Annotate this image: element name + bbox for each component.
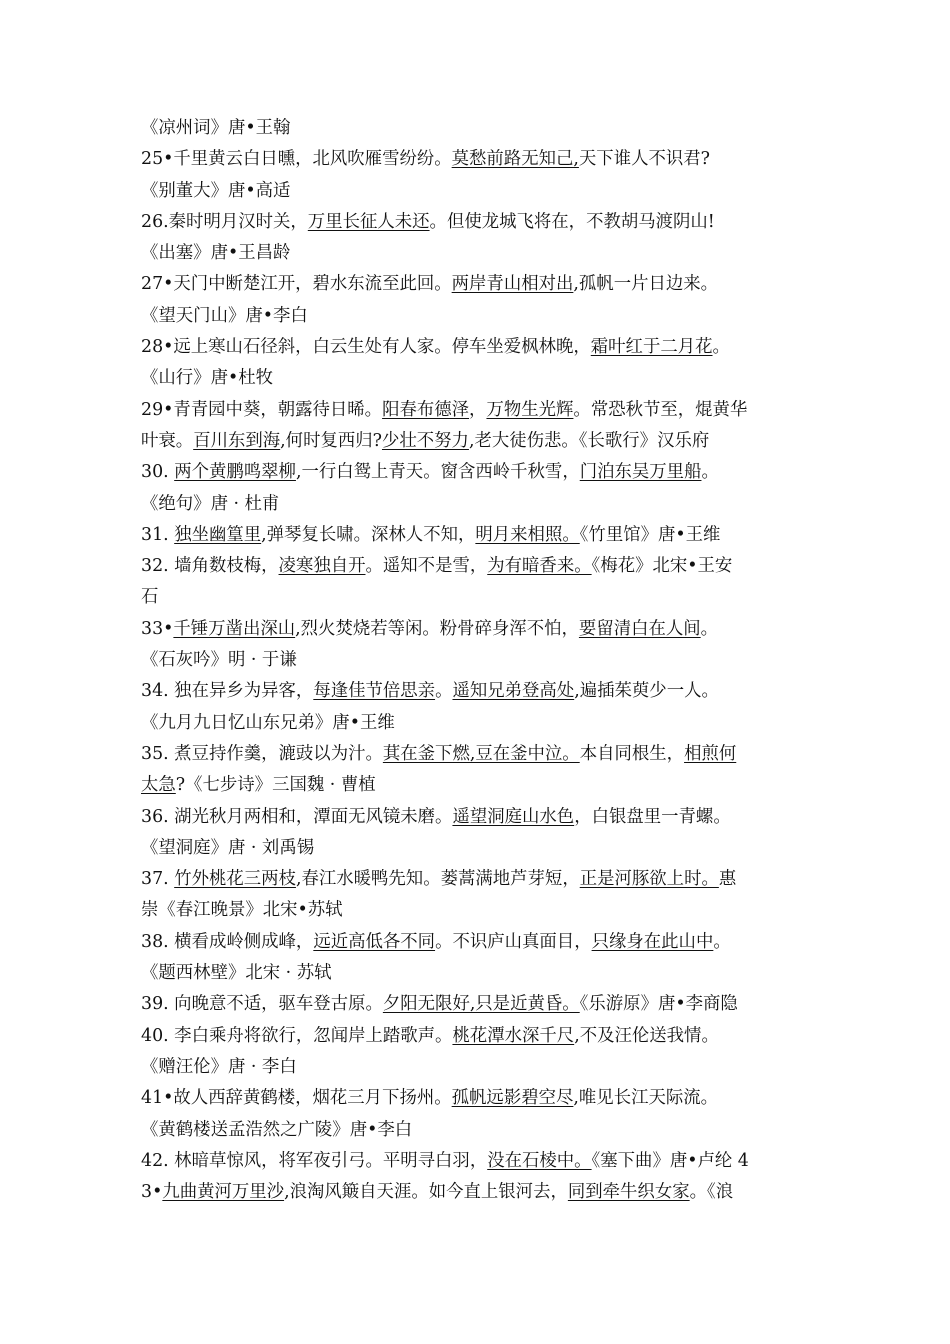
text-segment: 28•远上寒山石径斜，白云生处有人家。停车坐爱枫林晚， (141, 337, 591, 358)
text-line (141, 113, 813, 144)
underlined-segment: 每逢佳节倍思亲 (313, 681, 436, 702)
text-segment: ,烈火焚烧若等闲。粉骨碎身浑不怕， (295, 618, 579, 639)
text-segment: 《赠汪伦》唐 · 李白 (141, 1056, 297, 1077)
underlined-segment: 为有暗香来。 (487, 556, 592, 577)
text-segment: 27•天门中断楚江开，碧水东流至此回。 (141, 274, 452, 295)
text-segment: ,老大徒伤悲。《长歌行》汉乐府 (468, 430, 710, 451)
text-line (141, 395, 813, 426)
underlined-segment: 千锤万凿出深山 (173, 618, 296, 639)
underlined-segment: 门泊东吴万里船 (579, 462, 702, 483)
underlined-segment: 孤帆远影碧空尽 (451, 1088, 574, 1109)
text-segment: ,何时复西归? (280, 430, 382, 451)
underlined-segment: 只缘身在此山中 (591, 931, 714, 952)
text-segment: ,弹琴复长啸。深林人不知， (261, 524, 476, 545)
text-segment: 本自同根生， (579, 743, 685, 764)
text-line (141, 708, 813, 739)
text-segment: 《题西林壁》北宋 · 苏轼 (141, 963, 332, 984)
text-line (141, 802, 813, 833)
text-line (141, 927, 813, 958)
text-segment: ， (469, 399, 487, 420)
text-segment: 40. 李白乘舟将欲行，忽闻岸上踏歌声。 (141, 1025, 453, 1046)
text-segment: ,孤帆一片日边来。 (573, 274, 719, 295)
underlined-segment: 同到牵牛织女家 (567, 1182, 690, 1203)
text-segment: 叶衰。 (141, 430, 194, 451)
text-segment: 35. 煮豆持作羹，漉豉以为汁。 (141, 743, 383, 764)
underlined-segment: 两岸青山相对出 (451, 274, 574, 295)
text-segment: ，白银盘里一青螺。 (574, 806, 731, 827)
text-segment: 《竹里馆》唐•王维 (579, 524, 721, 545)
text-segment: 《绝句》唐 · 杜甫 (141, 493, 280, 514)
text-segment: 。 (435, 681, 453, 702)
text-segment: 《梅花》北宋•王安 (591, 556, 733, 577)
text-segment: 29•青青园中葵，朝露待日晞。 (141, 399, 383, 420)
text-line (141, 207, 813, 238)
underlined-segment: 夕阳无限好,只是近黄昏。 (382, 994, 580, 1015)
underlined-segment: 竹外桃花三两枝 (174, 869, 296, 890)
underlined-segment: 遥望洞庭山水色 (452, 806, 575, 827)
text-line (141, 1083, 813, 1114)
text-line (141, 332, 813, 363)
text-line (141, 520, 813, 551)
text-line (141, 989, 813, 1020)
text-line (141, 1052, 813, 1083)
text-segment: 36. 湖光秋月两相和，潭面无风镜未磨。 (141, 806, 453, 827)
text-segment: 《石灰吟》明 · 于谦 (141, 650, 297, 671)
text-segment: 《望洞庭》唐 · 刘禹锡 (141, 837, 315, 858)
text-segment: 39. 向晚意不适，驱车登古原。 (141, 994, 383, 1015)
text-line (141, 739, 813, 770)
text-segment: 31. (141, 524, 175, 545)
text-segment: 。 (713, 931, 731, 952)
poem-list (141, 113, 813, 1208)
text-segment: 。遥知不是雪， (365, 556, 488, 577)
text-segment: 。《浪 (689, 1182, 734, 1203)
text-line (141, 1177, 813, 1208)
text-line (141, 551, 813, 582)
text-segment: 30. (141, 462, 175, 483)
text-line (141, 269, 813, 300)
text-segment: 37. (141, 869, 175, 890)
text-line (141, 1021, 813, 1052)
text-segment: 。不识庐山真面目， (435, 931, 592, 952)
underlined-segment: 遥知兄弟登高处 (452, 681, 575, 702)
text-line (141, 614, 813, 645)
text-segment: 。 (701, 462, 719, 483)
text-segment: 。常恐秋节至，焜黄华 (573, 399, 748, 420)
text-line (141, 363, 813, 394)
underlined-segment: 明月来相照。 (475, 524, 580, 545)
text-line (141, 489, 813, 520)
underlined-segment: 桃花潭水深千尺 (452, 1025, 575, 1046)
text-line (141, 582, 813, 613)
text-segment: 《九月九日忆山东兄弟》唐•王维 (141, 712, 395, 733)
text-line (141, 864, 813, 895)
text-segment: 34. 独在异乡为异客， (141, 681, 314, 702)
text-line (141, 833, 813, 864)
text-segment: 25•千里黄云白日曛，北风吹雁雪纷纷。 (141, 149, 452, 170)
text-segment: 《塞下曲》唐•卢纶 4 (591, 1150, 749, 1171)
underlined-segment: 远近高低各不同 (313, 931, 436, 952)
underlined-segment: 凌寒独自开 (278, 556, 366, 577)
text-segment: 《出塞》唐•王昌龄 (141, 243, 291, 264)
underlined-segment: 两个黄鹏鸣翠柳 (174, 462, 296, 483)
text-line (141, 895, 813, 926)
text-segment: ,一行白鸳上青天。窗含西岭千秋雪， (295, 462, 580, 483)
text-segment: 。 (700, 618, 719, 639)
underlined-segment: 没在石棱中。 (487, 1150, 592, 1171)
underlined-segment: 万里长征人未还 (307, 211, 430, 232)
text-segment: 33• (141, 618, 174, 639)
text-segment: 天下谁人不识君? (578, 149, 710, 170)
text-segment: 《黄鹤楼送孟浩然之广陵》唐•李白 (141, 1119, 413, 1140)
text-line (141, 770, 813, 801)
text-line (141, 176, 813, 207)
text-line (141, 426, 813, 457)
text-segment: 41•故人西辞黄鹤楼，烟花三月下扬州。 (141, 1088, 452, 1109)
text-segment: 《乐游原》唐•李商隐 (579, 994, 738, 1015)
text-segment: 《望天门山》唐•李白 (141, 305, 308, 326)
text-line (141, 676, 813, 707)
text-segment: 。 (712, 337, 730, 358)
text-line (141, 1146, 813, 1177)
text-segment: 石 (141, 587, 159, 608)
text-segment: ,不及汪伦送我情。 (574, 1025, 719, 1046)
underlined-segment: 独坐幽篁里 (174, 524, 262, 545)
text-segment: 。但使龙城飞将在，不教胡马渡阴山! (429, 211, 715, 232)
text-segment: ,遍插茱萸少一人。 (574, 681, 719, 702)
text-segment: 《凉州词》唐•王翰 (141, 118, 291, 138)
underlined-segment: 九曲黄河万里沙 (162, 1182, 285, 1203)
text-segment: ,春江水暖鸭先知。蒌蒿满地芦芽短， (295, 869, 580, 890)
text-segment: 惠 (718, 869, 737, 890)
underlined-segment: 少壮不努力 (381, 430, 469, 451)
text-segment: 《山行》唐•杜牧 (141, 368, 273, 389)
underlined-segment: 正是河豚欲上时。 (579, 869, 719, 890)
text-segment: ?《七步诗》三国魏 · 曹植 (175, 775, 376, 796)
underlined-segment: 霜叶红于二月花 (590, 337, 713, 358)
text-line (141, 1115, 813, 1146)
text-line (141, 958, 813, 989)
text-line (141, 645, 813, 676)
underlined-segment: 太急 (141, 775, 176, 796)
underlined-segment: 相煎何 (684, 743, 737, 764)
underlined-segment: 百川东到海 (193, 430, 281, 451)
text-segment: ,唯见长江天际流。 (573, 1088, 719, 1109)
text-segment: 《别董大》唐•高适 (141, 180, 291, 201)
text-line (141, 457, 813, 488)
text-line (141, 301, 813, 332)
text-line (141, 144, 813, 175)
text-segment: ,浪淘风簸自天涯。如今直上银河去， (284, 1182, 568, 1203)
underlined-segment: 莫愁前路无知己, (451, 149, 579, 170)
text-segment: 32. 墙角数枝梅， (141, 556, 279, 577)
text-line (141, 238, 813, 269)
underlined-segment: 万物生光辉 (486, 399, 574, 420)
text-segment: 38. 横看成岭侧成峰， (141, 931, 314, 952)
underlined-segment: 阳春布德泽 (382, 399, 470, 420)
text-segment: 42. 林暗草惊风，将军夜引弓。平明寻白羽， (141, 1150, 488, 1171)
underlined-segment: 要留清白在人间 (578, 618, 701, 639)
text-segment: 崇《春江晚景》北宋•苏轼 (141, 900, 343, 921)
text-segment: 3• (141, 1182, 163, 1203)
text-segment: 26.秦时明月汉时关， (141, 211, 308, 232)
underlined-segment: 萁在釜下燃,豆在釜中泣。 (382, 743, 580, 764)
